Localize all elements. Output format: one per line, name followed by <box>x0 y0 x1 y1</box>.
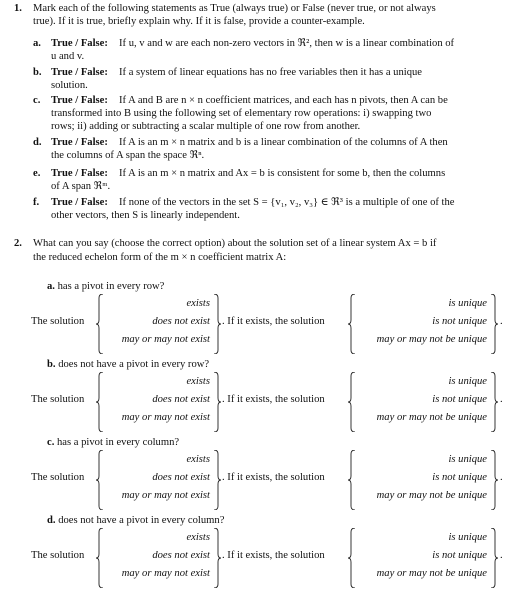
part-2-right-brace-open <box>348 450 356 510</box>
part-1-left-brace-close <box>213 372 221 432</box>
item-5-text-line-0: If none of the vectors in the set S = {v₁, v₂, v₃} ∈ ℜ³ is a multiple of one of the <box>119 197 455 208</box>
item-1-true-false[interactable]: True / False: <box>51 67 108 78</box>
part-1-solution-label: The solution <box>31 394 85 405</box>
part-0-right-brace-open <box>348 294 356 354</box>
part-3-right-option-0[interactable]: is unique <box>448 532 487 543</box>
part-3-left-option-0[interactable]: exists <box>186 532 210 543</box>
part-1-right-brace-open <box>348 372 356 432</box>
part-0-right-brace-close <box>490 294 498 354</box>
part-0-middle-text: . If it exists, the solution <box>222 316 325 327</box>
part-2-left-brace-close <box>213 450 221 510</box>
part-1-left-option-2[interactable]: may or may not exist <box>121 412 210 423</box>
part-0-label: a. <box>47 281 55 292</box>
item-2-text-line-2: rows; ii) adding or subtracting a scalar multiple of one row from another. <box>51 121 361 132</box>
part-0-right-option-1[interactable]: is not unique <box>432 316 487 327</box>
part-2-left-option-1[interactable]: does not exist <box>152 472 210 483</box>
item-0-letter: a. <box>33 38 41 49</box>
part-2-left-brace-open <box>96 450 104 510</box>
part-0-header <box>47 280 164 293</box>
part-0-end-period: . <box>500 316 503 327</box>
part-1-right-option-1[interactable]: is not unique <box>432 394 487 405</box>
item-2-letter: c. <box>33 95 41 106</box>
part-0-left-option-0[interactable]: exists <box>186 298 210 309</box>
part-0-right-option-2[interactable]: may or may not be unique <box>376 334 487 345</box>
part-3-left-brace-close <box>213 528 221 588</box>
item-3-letter: d. <box>33 137 42 148</box>
part-2-left-option-2[interactable]: may or may not exist <box>121 490 210 501</box>
part-3-right-option-2[interactable]: may or may not be unique <box>376 568 487 579</box>
item-4-true-false[interactable]: True / False: <box>51 168 108 179</box>
part-2-text: has a pivot in every column? <box>54 437 180 448</box>
part-0-right-option-0[interactable]: is unique <box>448 298 487 309</box>
item-1-text-line-0: If a system of linear equations has no free variables then it has a unique <box>119 67 422 78</box>
part-2-header <box>47 436 179 449</box>
part-0-text: has a pivot in every row? <box>54 281 165 292</box>
question-1-intro-line-1: Mark each of the following statements as True (always true) or False (never true, or not always <box>33 3 436 14</box>
part-2-label: c. <box>47 437 55 448</box>
part-1-end-period: . <box>500 394 503 405</box>
part-2-right-option-2[interactable]: may or may not be unique <box>376 490 487 501</box>
item-1-text-line-1: solution. <box>51 80 88 91</box>
part-3-label: d. <box>47 515 56 526</box>
question-2-intro-line-1: What can you say (choose the correct option) about the solution set of a linear system Ax = b if <box>33 238 437 249</box>
part-3-text: does not have a pivot in every column? <box>55 515 225 526</box>
item-0-text-line-1: u and v. <box>51 51 85 62</box>
item-2-text-line-0: If A and B are n × n coefficient matrices, and each has n pivots, then A can be <box>119 95 448 106</box>
part-2-end-period: . <box>500 472 503 483</box>
item-4-text-line-0: If A is an m × n matrix and Ax = b is consistent for some b, then the columns <box>119 168 446 179</box>
question-1-intro-line-2: true). If it is true, briefly explain why. If it is false, provide a counter-example. <box>33 16 365 27</box>
part-1-right-brace-close <box>490 372 498 432</box>
item-0-text-line-0: If u, v and w are each non-zero vectors in ℜ², then w is a linear combination of <box>119 38 455 49</box>
item-3-true-false[interactable]: True / False: <box>51 137 108 148</box>
part-3-left-brace-open <box>96 528 104 588</box>
part-2-middle-text: . If it exists, the solution <box>222 472 325 483</box>
item-2-text-line-1: transformed into B using the following set of elementary row operations: i) swapping two <box>51 108 432 119</box>
part-2-right-option-0[interactable]: is unique <box>448 454 487 465</box>
item-5-text-line-1: other vectors, then S is linearly independent. <box>51 210 240 221</box>
part-3-solution-label: The solution <box>31 550 85 561</box>
part-2-solution-label: The solution <box>31 472 85 483</box>
part-1-middle-text: . If it exists, the solution <box>222 394 325 405</box>
part-0-left-option-2[interactable]: may or may not exist <box>121 334 210 345</box>
item-5-letter: f. <box>33 197 40 208</box>
part-1-right-option-2[interactable]: may or may not be unique <box>376 412 487 423</box>
item-2-true-false[interactable]: True / False: <box>51 95 108 106</box>
part-3-left-option-1[interactable]: does not exist <box>152 550 210 561</box>
item-1-letter: b. <box>33 67 42 78</box>
question-1-number: 1. <box>14 3 22 14</box>
question-2-number: 2. <box>14 238 22 249</box>
part-3-right-option-1[interactable]: is not unique <box>432 550 487 561</box>
part-3-middle-text: . If it exists, the solution <box>222 550 325 561</box>
part-3-right-brace-close <box>490 528 498 588</box>
part-0-left-option-1[interactable]: does not exist <box>152 316 210 327</box>
part-1-header <box>47 358 209 371</box>
question-2-intro-line-2: the reduced echelon form of the m × n coefficient matrix A: <box>33 252 287 263</box>
item-3-text-line-0: If A is an m × n matrix and b is a linear combination of the columns of A then <box>119 137 448 148</box>
part-1-text: does not have a pivot in every row? <box>55 359 210 370</box>
item-4-text-line-1: of A span ℜᵐ. <box>51 181 111 192</box>
part-0-left-brace-close <box>213 294 221 354</box>
part-0-solution-label: The solution <box>31 316 85 327</box>
part-1-right-option-0[interactable]: is unique <box>448 376 487 387</box>
part-2-right-brace-close <box>490 450 498 510</box>
part-3-header <box>47 514 224 527</box>
part-3-left-option-2[interactable]: may or may not exist <box>121 568 210 579</box>
part-1-left-option-0[interactable]: exists <box>186 376 210 387</box>
part-2-left-option-0[interactable]: exists <box>186 454 210 465</box>
item-5-true-false[interactable]: True / False: <box>51 197 108 208</box>
part-2-right-option-1[interactable]: is not unique <box>432 472 487 483</box>
item-3-text-line-1: the columns of A span the space ℜⁿ. <box>51 150 205 161</box>
part-3-end-period: . <box>500 550 503 561</box>
part-1-left-brace-open <box>96 372 104 432</box>
item-4-letter: e. <box>33 168 41 179</box>
item-0-true-false[interactable]: True / False: <box>51 38 108 49</box>
part-1-left-option-1[interactable]: does not exist <box>152 394 210 405</box>
part-0-left-brace-open <box>96 294 104 354</box>
part-1-label: b. <box>47 359 56 370</box>
part-3-right-brace-open <box>348 528 356 588</box>
